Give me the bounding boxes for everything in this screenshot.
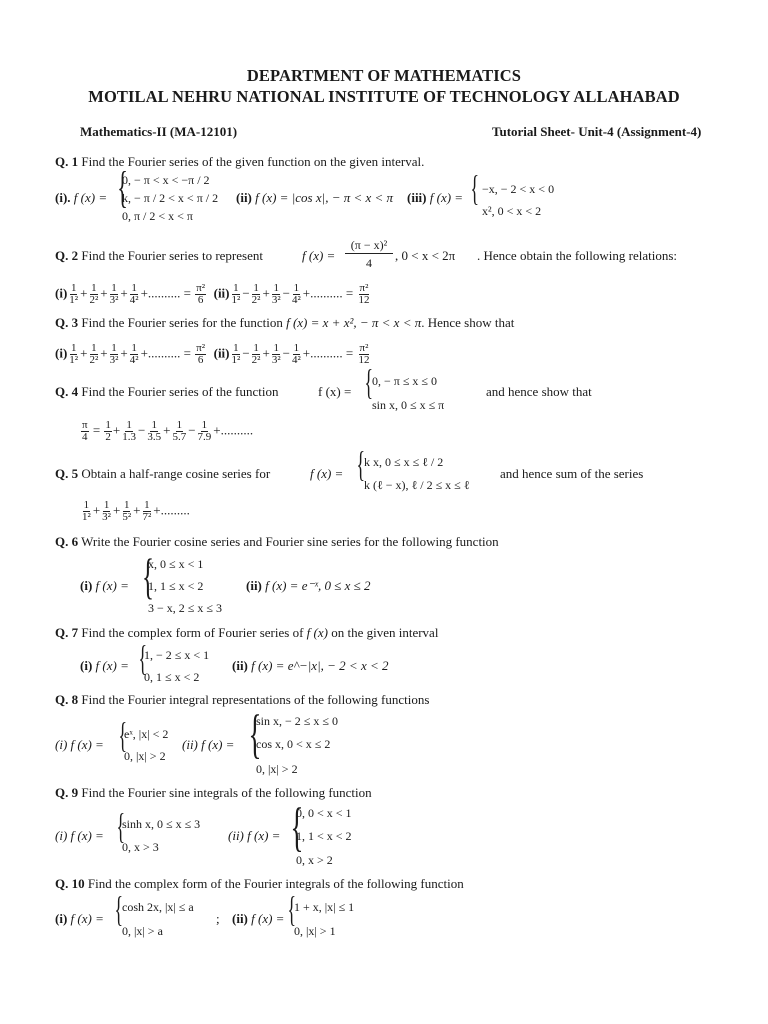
q4-case: 0, − π ≤ x ≤ 0 bbox=[372, 374, 437, 388]
q10-case: 0, |x| > 1 bbox=[294, 924, 336, 938]
q8-case: eˣ, |x| < 2 bbox=[124, 727, 169, 741]
brace: { bbox=[114, 889, 123, 929]
q5-case: k x, 0 ≤ x ≤ ℓ / 2 bbox=[364, 455, 444, 469]
brace: { bbox=[287, 889, 296, 929]
q5-case: k (ℓ − x), ℓ / 2 ≤ x ≤ ℓ bbox=[364, 478, 470, 492]
q5-function: f (x) = bbox=[310, 466, 344, 481]
department-title: DEPARTMENT OF MATHEMATICS bbox=[246, 66, 522, 85]
question-4: Q. 4 Find the Fourier series of the function bbox=[55, 384, 279, 399]
q9-case: 1, 1 < x < 2 bbox=[296, 829, 352, 843]
q1-part-i: (i). f (x) = bbox=[55, 190, 108, 205]
q2-tail: . Hence obtain the following relations: bbox=[477, 248, 678, 263]
q5-tail: and hence sum of the series bbox=[500, 466, 644, 481]
q7-part-i: (i) f (x) = bbox=[80, 658, 129, 673]
q1-case: 0, − π < x < −π / 2 bbox=[122, 173, 210, 187]
brace: { bbox=[118, 715, 127, 755]
q8-case: 0, |x| > 2 bbox=[256, 762, 298, 776]
q6-case: 1, 1 ≤ x < 2 bbox=[148, 579, 204, 593]
institute-title: MOTILAL NEHRU NATIONAL INSTITUTE OF TECHNOLOGY ALLAHABAD bbox=[88, 87, 680, 106]
brace: { bbox=[117, 163, 128, 212]
q4-series: $\frac{\pi}{4}$ = $\frac{1}{2}$ + $\frac{1}{1.3}$ − $\frac{1}{3.5}$ + $\frac{1}{5.7}$ − $\frac{1}{7.9}$ +.......... bbox=[82, 419, 254, 443]
brace: { bbox=[116, 806, 125, 846]
question-7: Q. 7 Find the complex form of Fourier series of f (x) on the given interval bbox=[55, 625, 439, 640]
q9-case: 0, x > 2 bbox=[296, 853, 333, 867]
q3-series: (i) $\frac{1}{\text{1²}}$ + $\frac{1}{\text{2²}}$ + $\frac{1}{\text{3²}}$ + $\frac{1}{\text{4²}}$ +.......... = $\frac{\text{π²}}{6}$ (ii) $\frac{1}{\text{1²}}$ − $\frac{1}{\text{2²}}$ + $\frac{1}{\text{3²}}$ − $\frac{1}{\text{4²}}$ +.......... = $\frac{\text{π²}}{12}$ bbox=[55, 342, 370, 366]
q8-case: cos x, 0 < x ≤ 2 bbox=[256, 737, 331, 751]
q2-numerator: (π − x)² bbox=[345, 238, 393, 254]
q5-series: $\frac{1}{\text{1²}}$ + $\frac{1}{\text{3²}}$ + $\frac{1}{\text{5²}}$ + $\frac{1}{\text{7²}}$ +......... bbox=[82, 499, 190, 523]
q1-part-ii: (ii) f (x) = |cos x|, − π < x < π bbox=[236, 190, 394, 205]
question-1: Q. 1 Find the Fourier series of the given function on the given interval. bbox=[55, 154, 425, 169]
q8-case: sin x, − 2 ≤ x ≤ 0 bbox=[256, 714, 338, 728]
q9-part-ii: (ii) f (x) = bbox=[228, 828, 281, 843]
q4-case: sin x, 0 ≤ x ≤ π bbox=[372, 398, 445, 412]
brace: { bbox=[290, 797, 304, 857]
q7-case: 1, − 2 ≤ x < 1 bbox=[144, 648, 210, 662]
question-9: Q. 9 Find the Fourier sine integrals of the following function bbox=[55, 785, 372, 800]
q1-case: x², 0 < x < 2 bbox=[482, 204, 542, 218]
q4-tail: and hence show that bbox=[486, 384, 592, 399]
q10-case: cosh 2x, |x| ≤ a bbox=[122, 900, 194, 914]
q10-part-ii: (ii) f (x) = bbox=[232, 911, 285, 926]
question-5: Q. 5 Obtain a half-range cosine series for bbox=[55, 466, 271, 481]
q1-part-iii: (iii) f (x) = bbox=[407, 190, 464, 205]
question-10: Q. 10 Find the complex form of the Fourier integrals of the following function bbox=[55, 876, 464, 891]
brace: { bbox=[142, 548, 154, 604]
q6-part-ii: (ii) f (x) = e⁻ˣ, 0 ≤ x ≤ 2 bbox=[246, 578, 371, 593]
q4-function: f (x) = bbox=[318, 384, 352, 399]
q10-separator: ; bbox=[216, 911, 220, 926]
brace: { bbox=[470, 168, 479, 208]
q1-case: 0, π / 2 < x < π bbox=[122, 209, 193, 223]
q6-part-i: (i) f (x) = bbox=[80, 578, 129, 593]
question-6: Q. 6 Write the Fourier cosine series and Fourier sine series for the following function bbox=[55, 534, 499, 549]
q9-case: 0, 0 < x < 1 bbox=[296, 806, 352, 820]
q8-part-i: (i) f (x) = bbox=[55, 737, 104, 752]
q7-part-ii: (ii) f (x) = e^−|x|, − 2 < x < 2 bbox=[232, 658, 389, 673]
question-3: Q. 3 Find the Fourier series for the function f (x) = x + x², − π < x < π. Hence show that bbox=[55, 315, 515, 330]
brace: { bbox=[138, 638, 147, 678]
q9-case: sinh x, 0 ≤ x ≤ 3 bbox=[122, 817, 201, 831]
q1-case: k, − π / 2 < x < π / 2 bbox=[122, 191, 219, 205]
question-8: Q. 8 Find the Fourier integral representations of the following functions bbox=[55, 692, 430, 707]
q2-series: (i) $\frac{1}{\text{1²}}$ + $\frac{1}{\text{2²}}$ + $\frac{1}{\text{3²}}$ + $\frac{1}{\text{4²}}$ +.......... = $\frac{\text{π²}}{6}$ (ii) $\frac{1}{\text{1²}}$ − $\frac{1}{\text{2²}}$ + $\frac{1}{\text{3²}}$ − $\frac{1}{\text{4²}}$ +.......... = $\frac{\text{π²}}{12}$ bbox=[55, 282, 370, 306]
q10-case: 0, |x| > a bbox=[122, 924, 163, 938]
q6-case: x, 0 ≤ x < 1 bbox=[148, 557, 204, 571]
q10-part-i: (i) f (x) = bbox=[55, 911, 104, 926]
question-2: Q. 2 Find the Fourier series to represent bbox=[55, 248, 263, 263]
q9-case: 0, x > 3 bbox=[122, 840, 159, 854]
q9-part-i: (i) f (x) = bbox=[55, 828, 104, 843]
q8-part-ii: (ii) f (x) = bbox=[182, 737, 235, 752]
brace: { bbox=[364, 362, 373, 402]
q2-function: f (x) = bbox=[302, 248, 336, 263]
q7-case: 0, 1 ≤ x < 2 bbox=[144, 670, 200, 684]
q10-case: 1 + x, |x| ≤ 1 bbox=[294, 900, 355, 914]
course-label: Mathematics-II (MA-12101) bbox=[80, 124, 238, 139]
q1-case: −x, − 2 < x < 0 bbox=[482, 182, 555, 196]
brace: { bbox=[356, 444, 365, 484]
sheet-label: Tutorial Sheet- Unit-4 (Assignment-4) bbox=[492, 124, 702, 139]
q2-domain: , 0 < x < 2π bbox=[395, 248, 456, 263]
brace: { bbox=[248, 704, 262, 764]
q8-case: 0, |x| > 2 bbox=[124, 749, 166, 763]
q2-denominator: 4 bbox=[366, 256, 372, 270]
q6-case: 3 − x, 2 ≤ x ≤ 3 bbox=[148, 601, 222, 615]
